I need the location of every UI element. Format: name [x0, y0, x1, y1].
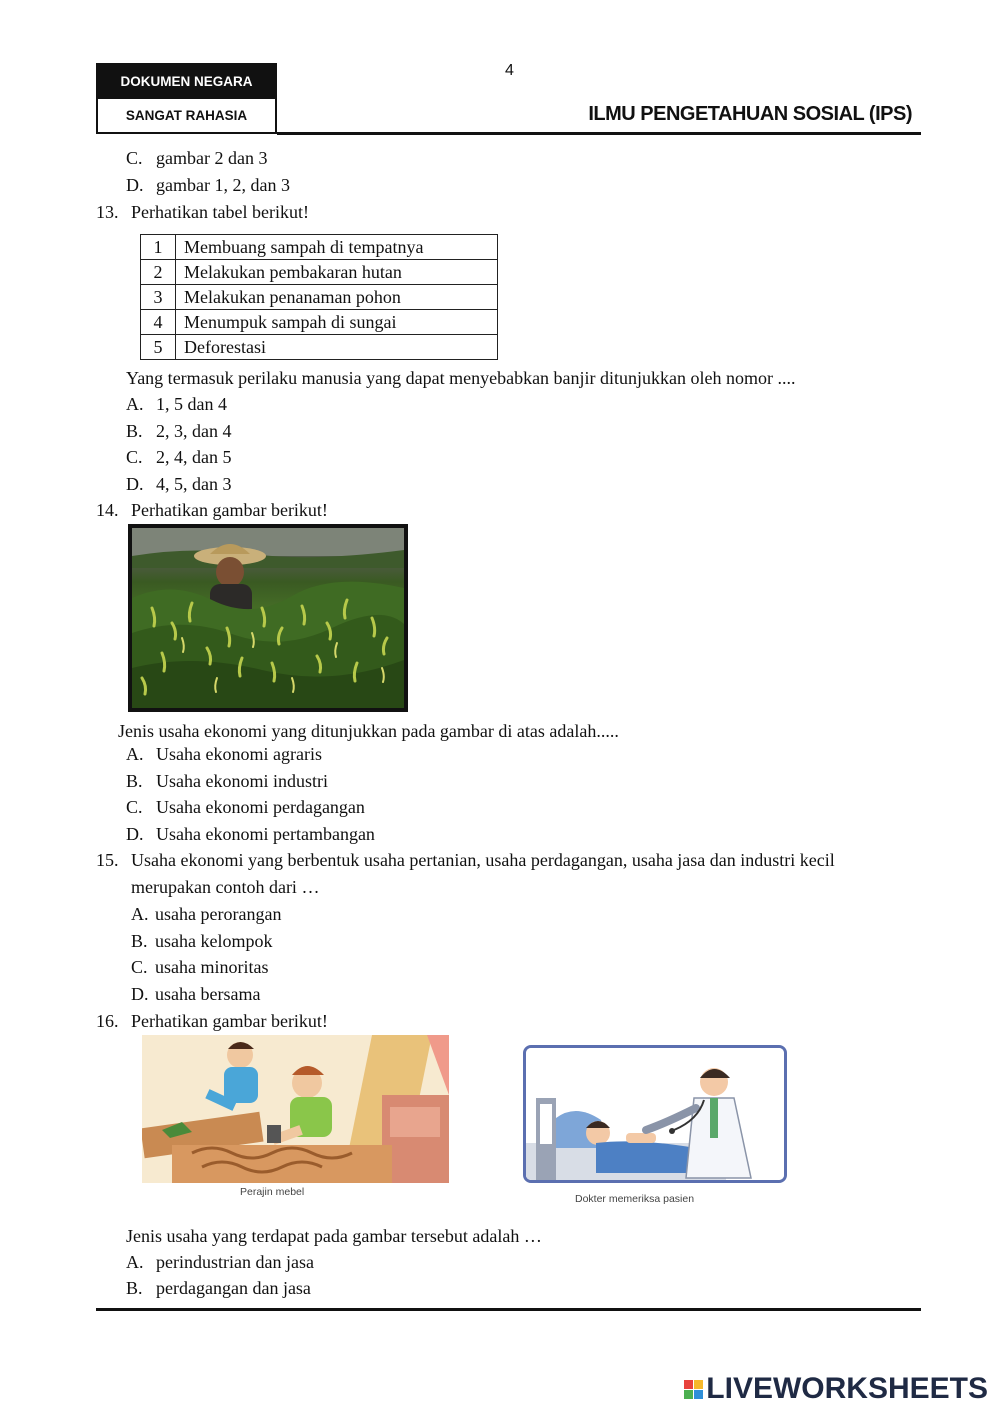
option-text: usaha kelompok: [155, 931, 273, 951]
option-label: A.: [131, 904, 149, 924]
q14-option-b[interactable]: [126, 770, 328, 792]
q15-option-d[interactable]: [131, 983, 260, 1005]
q15-option-c[interactable]: [131, 956, 268, 978]
q13-table: [140, 234, 498, 360]
q16-question: Jenis usaha yang terdapat pada gambar tersebut adalah …: [126, 1226, 542, 1246]
craftsman-drawing: [142, 1035, 449, 1183]
question-number: 13.: [96, 202, 119, 222]
logo-square-blue: [694, 1390, 703, 1399]
table-row: [141, 335, 498, 360]
q14-option-c[interactable]: [126, 796, 365, 818]
table-cell-text: Membuang sampah di tempatnya: [176, 235, 498, 260]
table-cell-number: 1: [141, 235, 176, 260]
q15-question-line2: merupakan contoh dari …: [131, 877, 320, 897]
q14-option-d[interactable]: [126, 823, 375, 845]
q15-question: [96, 849, 835, 871]
option-label: A.: [126, 1252, 144, 1272]
logo-square-yellow: [694, 1380, 703, 1389]
option-text: Usaha ekonomi agraris: [156, 744, 322, 764]
option-label: D.: [126, 474, 144, 494]
option-text: usaha minoritas: [155, 957, 269, 977]
option-text: 1, 5 dan 4: [156, 394, 227, 414]
option-label: D.: [126, 175, 144, 195]
question-prompt: Perhatikan gambar berikut!: [131, 1011, 328, 1031]
question-text-line1: Usaha ekonomi yang berbentuk usaha pertanian, usaha perdagangan, usaha jasa dan industri kecil: [131, 850, 835, 870]
subject-title: ILMU PENGETAHUAN SOSIAL (IPS): [588, 103, 912, 125]
option-label: D.: [131, 984, 149, 1004]
option-text: Usaha ekonomi pertambangan: [156, 824, 375, 844]
q15-option-a[interactable]: [131, 903, 281, 925]
q13-option-d[interactable]: [126, 473, 232, 495]
caption-doctor-patient: Dokter memeriksa pasien: [575, 1193, 695, 1205]
table-row: [141, 235, 498, 260]
option-label: C.: [126, 447, 143, 467]
option-label: B.: [131, 931, 148, 951]
q16-prompt: [96, 1010, 328, 1032]
table-cell-number: 5: [141, 335, 176, 360]
q13-option-c[interactable]: [126, 446, 232, 468]
question-number: 16.: [96, 1011, 119, 1031]
farmer-chili-field-photo: [128, 524, 408, 712]
liveworksheets-logo[interactable]: [684, 1372, 988, 1406]
liveworksheets-logo-icon: [684, 1380, 703, 1399]
q15-option-b[interactable]: [131, 930, 272, 952]
furniture-craftsman-illustration: [142, 1035, 449, 1183]
classification-stamp-bottom: SANGAT RAHASIA: [96, 99, 277, 134]
option-label: C.: [126, 797, 143, 817]
table-cell-number: 3: [141, 285, 176, 310]
footer-divider: [96, 1308, 921, 1311]
question-number: 15.: [96, 850, 119, 870]
option-text: Usaha ekonomi industri: [156, 771, 328, 791]
q12-option-d[interactable]: [126, 174, 290, 196]
q16-option-a[interactable]: [126, 1251, 314, 1273]
logo-square-green: [684, 1390, 693, 1399]
table-cell-text: Menumpuk sampah di sungai: [176, 310, 498, 335]
table-row: [141, 260, 498, 285]
option-text: 2, 4, dan 5: [156, 447, 232, 467]
q13-prompt: [96, 201, 309, 223]
option-label: B.: [126, 1278, 143, 1298]
q13-option-b[interactable]: [126, 420, 232, 442]
option-label: B.: [126, 421, 143, 441]
option-text: usaha bersama: [155, 984, 261, 1004]
q13-question: Yang termasuk perilaku manusia yang dapat menyebabkan banjir ditunjukkan oleh nomor ....: [126, 368, 796, 388]
option-text: gambar 1, 2, dan 3: [156, 175, 290, 195]
q12-option-c[interactable]: [126, 147, 267, 169]
question-prompt: Perhatikan gambar berikut!: [131, 500, 328, 520]
option-label: A.: [126, 394, 144, 414]
option-label: C.: [131, 957, 148, 977]
classification-stamp-top: DOKUMEN NEGARA: [96, 63, 277, 99]
doctor-drawing: [526, 1048, 784, 1180]
option-text: 2, 3, dan 4: [156, 421, 232, 441]
option-text: Usaha ekonomi perdagangan: [156, 797, 365, 817]
brand-name: LIVEWORKSHEETS: [706, 1372, 988, 1405]
q16-option-b[interactable]: [126, 1277, 311, 1299]
option-text: gambar 2 dan 3: [156, 148, 268, 168]
question-number: 14.: [96, 500, 119, 520]
option-label: B.: [126, 771, 143, 791]
doctor-examining-patient-illustration: [523, 1045, 787, 1183]
q14-option-a[interactable]: [126, 743, 322, 765]
table-row: [141, 285, 498, 310]
table-cell-number: 2: [141, 260, 176, 285]
option-text: usaha perorangan: [155, 904, 282, 924]
caption-furniture-craftsman: Perajin mebel: [240, 1186, 305, 1198]
farmer-photo-illustration: [132, 528, 404, 708]
option-text: 4, 5, dan 3: [156, 474, 232, 494]
table-cell-text: Melakukan penanaman pohon: [176, 285, 498, 310]
option-label: D.: [126, 824, 144, 844]
table-cell-text: Deforestasi: [176, 335, 498, 360]
table-cell-text: Melakukan pembakaran hutan: [176, 260, 498, 285]
q13-option-a[interactable]: [126, 393, 227, 415]
logo-square-red: [684, 1380, 693, 1389]
table-row: [141, 310, 498, 335]
header-divider: [277, 132, 921, 135]
option-text: perindustrian dan jasa: [156, 1252, 314, 1272]
table-cell-number: 4: [141, 310, 176, 335]
option-label: C.: [126, 148, 143, 168]
q14-question: Jenis usaha ekonomi yang ditunjukkan pada gambar di atas adalah.....: [118, 721, 619, 741]
q14-prompt: [96, 499, 328, 521]
question-prompt: Perhatikan tabel berikut!: [131, 202, 309, 222]
option-label: A.: [126, 744, 144, 764]
option-text: perdagangan dan jasa: [156, 1278, 311, 1298]
page-number: 4: [505, 62, 514, 79]
